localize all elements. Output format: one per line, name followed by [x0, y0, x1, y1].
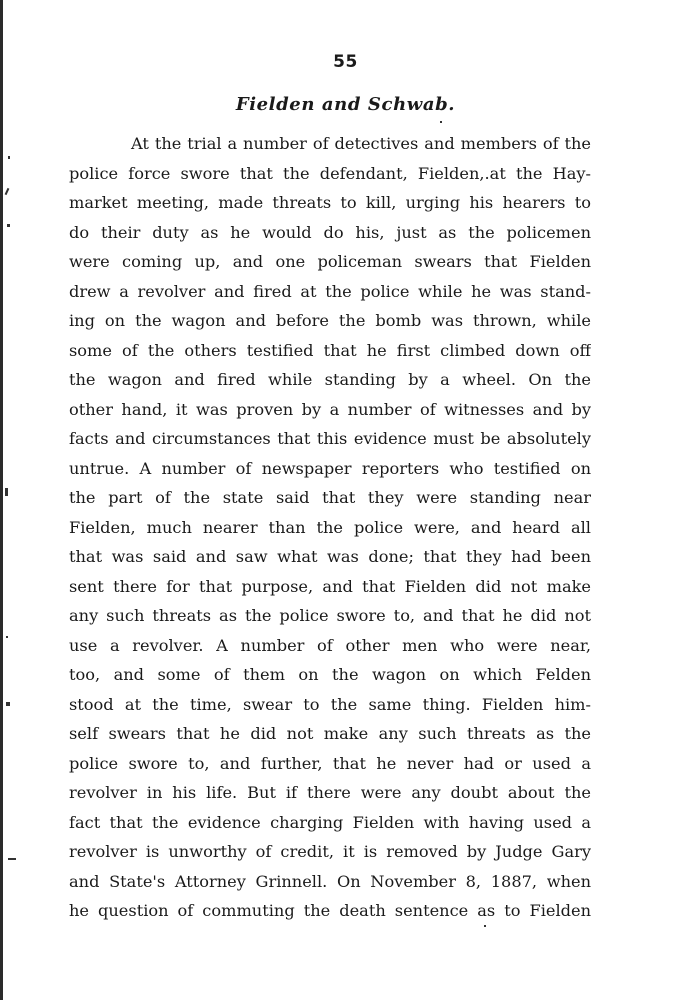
margin-speck — [5, 488, 8, 496]
text-line: drew a revolver and fired at the police while he was stand- — [69, 281, 591, 301]
text-line: untrue. A number of newspaper reporters who testified on — [69, 458, 591, 478]
text-line: ing on the wagon and before the bomb was thrown, while — [69, 311, 591, 330]
text-line: police swore to, and further, that he never had or used a — [69, 753, 591, 773]
text-line: other hand, it was proven by a number of witnesses and by — [69, 399, 591, 419]
text-line: use a revolver. A number of other men who were near, — [69, 635, 591, 655]
text-line: Fielden, much nearer than the police were, and heard all — [69, 517, 591, 537]
text-line: the wagon and fired while standing by a wheel. On the — [69, 370, 591, 389]
text-line: that was said and saw what was done; that they had been — [69, 547, 591, 566]
margin-speck — [5, 188, 10, 195]
page-binding-edge — [0, 0, 3, 1000]
margin-speck — [6, 636, 8, 638]
body-text — [69, 129, 591, 926]
text-line: do their duty as he would do his, just as the policemen — [69, 222, 591, 242]
text-line: self swears that he did not make any such threats as the — [69, 724, 591, 743]
text-line: market meeting, made threats to kill, urging his hearers to — [69, 193, 591, 212]
text-line: some of the others testified that he first climbed down off — [69, 340, 591, 360]
text-line: sent there for that purpose, and that Fielden did not make — [69, 576, 591, 596]
margin-speck — [6, 702, 10, 706]
text-line: At the trial a number of detectives and members of the — [131, 134, 591, 153]
text-line: he question of commuting the death sentence as to Fielden — [69, 901, 591, 920]
text-line: the part of the state said that they were standing near — [69, 488, 591, 507]
margin-speck — [8, 858, 16, 860]
page-number: 55 — [333, 52, 358, 72]
text-line: facts and circumstances that this evidence must be absolutely — [69, 429, 591, 448]
text-line: any such threats as the police swore to, and that he did not — [69, 606, 591, 625]
text-line: police force swore that the defendant, Fielden,.at the Hay- — [69, 163, 591, 183]
text-line: too, and some of them on the wagon on which Felden — [69, 665, 591, 684]
text-line: were coming up, and one policeman swears that Fielden — [69, 252, 591, 271]
text-line: revolver in his life. But if there were any doubt about the — [69, 783, 591, 802]
text-line: revolver is unworthy of credit, it is removed by Judge Gary — [69, 842, 591, 861]
margin-speck — [440, 121, 442, 123]
text-line: and State's Attorney Grinnell. On November 8, 1887, when — [69, 871, 591, 891]
text-line: fact that the evidence charging Fielden with having used a — [69, 812, 591, 832]
chapter-title: Fielden and Schwab. — [235, 94, 456, 115]
margin-speck — [8, 156, 10, 159]
margin-speck — [7, 224, 10, 227]
text-line: stood at the time, swear to the same thing. Fielden him- — [69, 694, 591, 714]
